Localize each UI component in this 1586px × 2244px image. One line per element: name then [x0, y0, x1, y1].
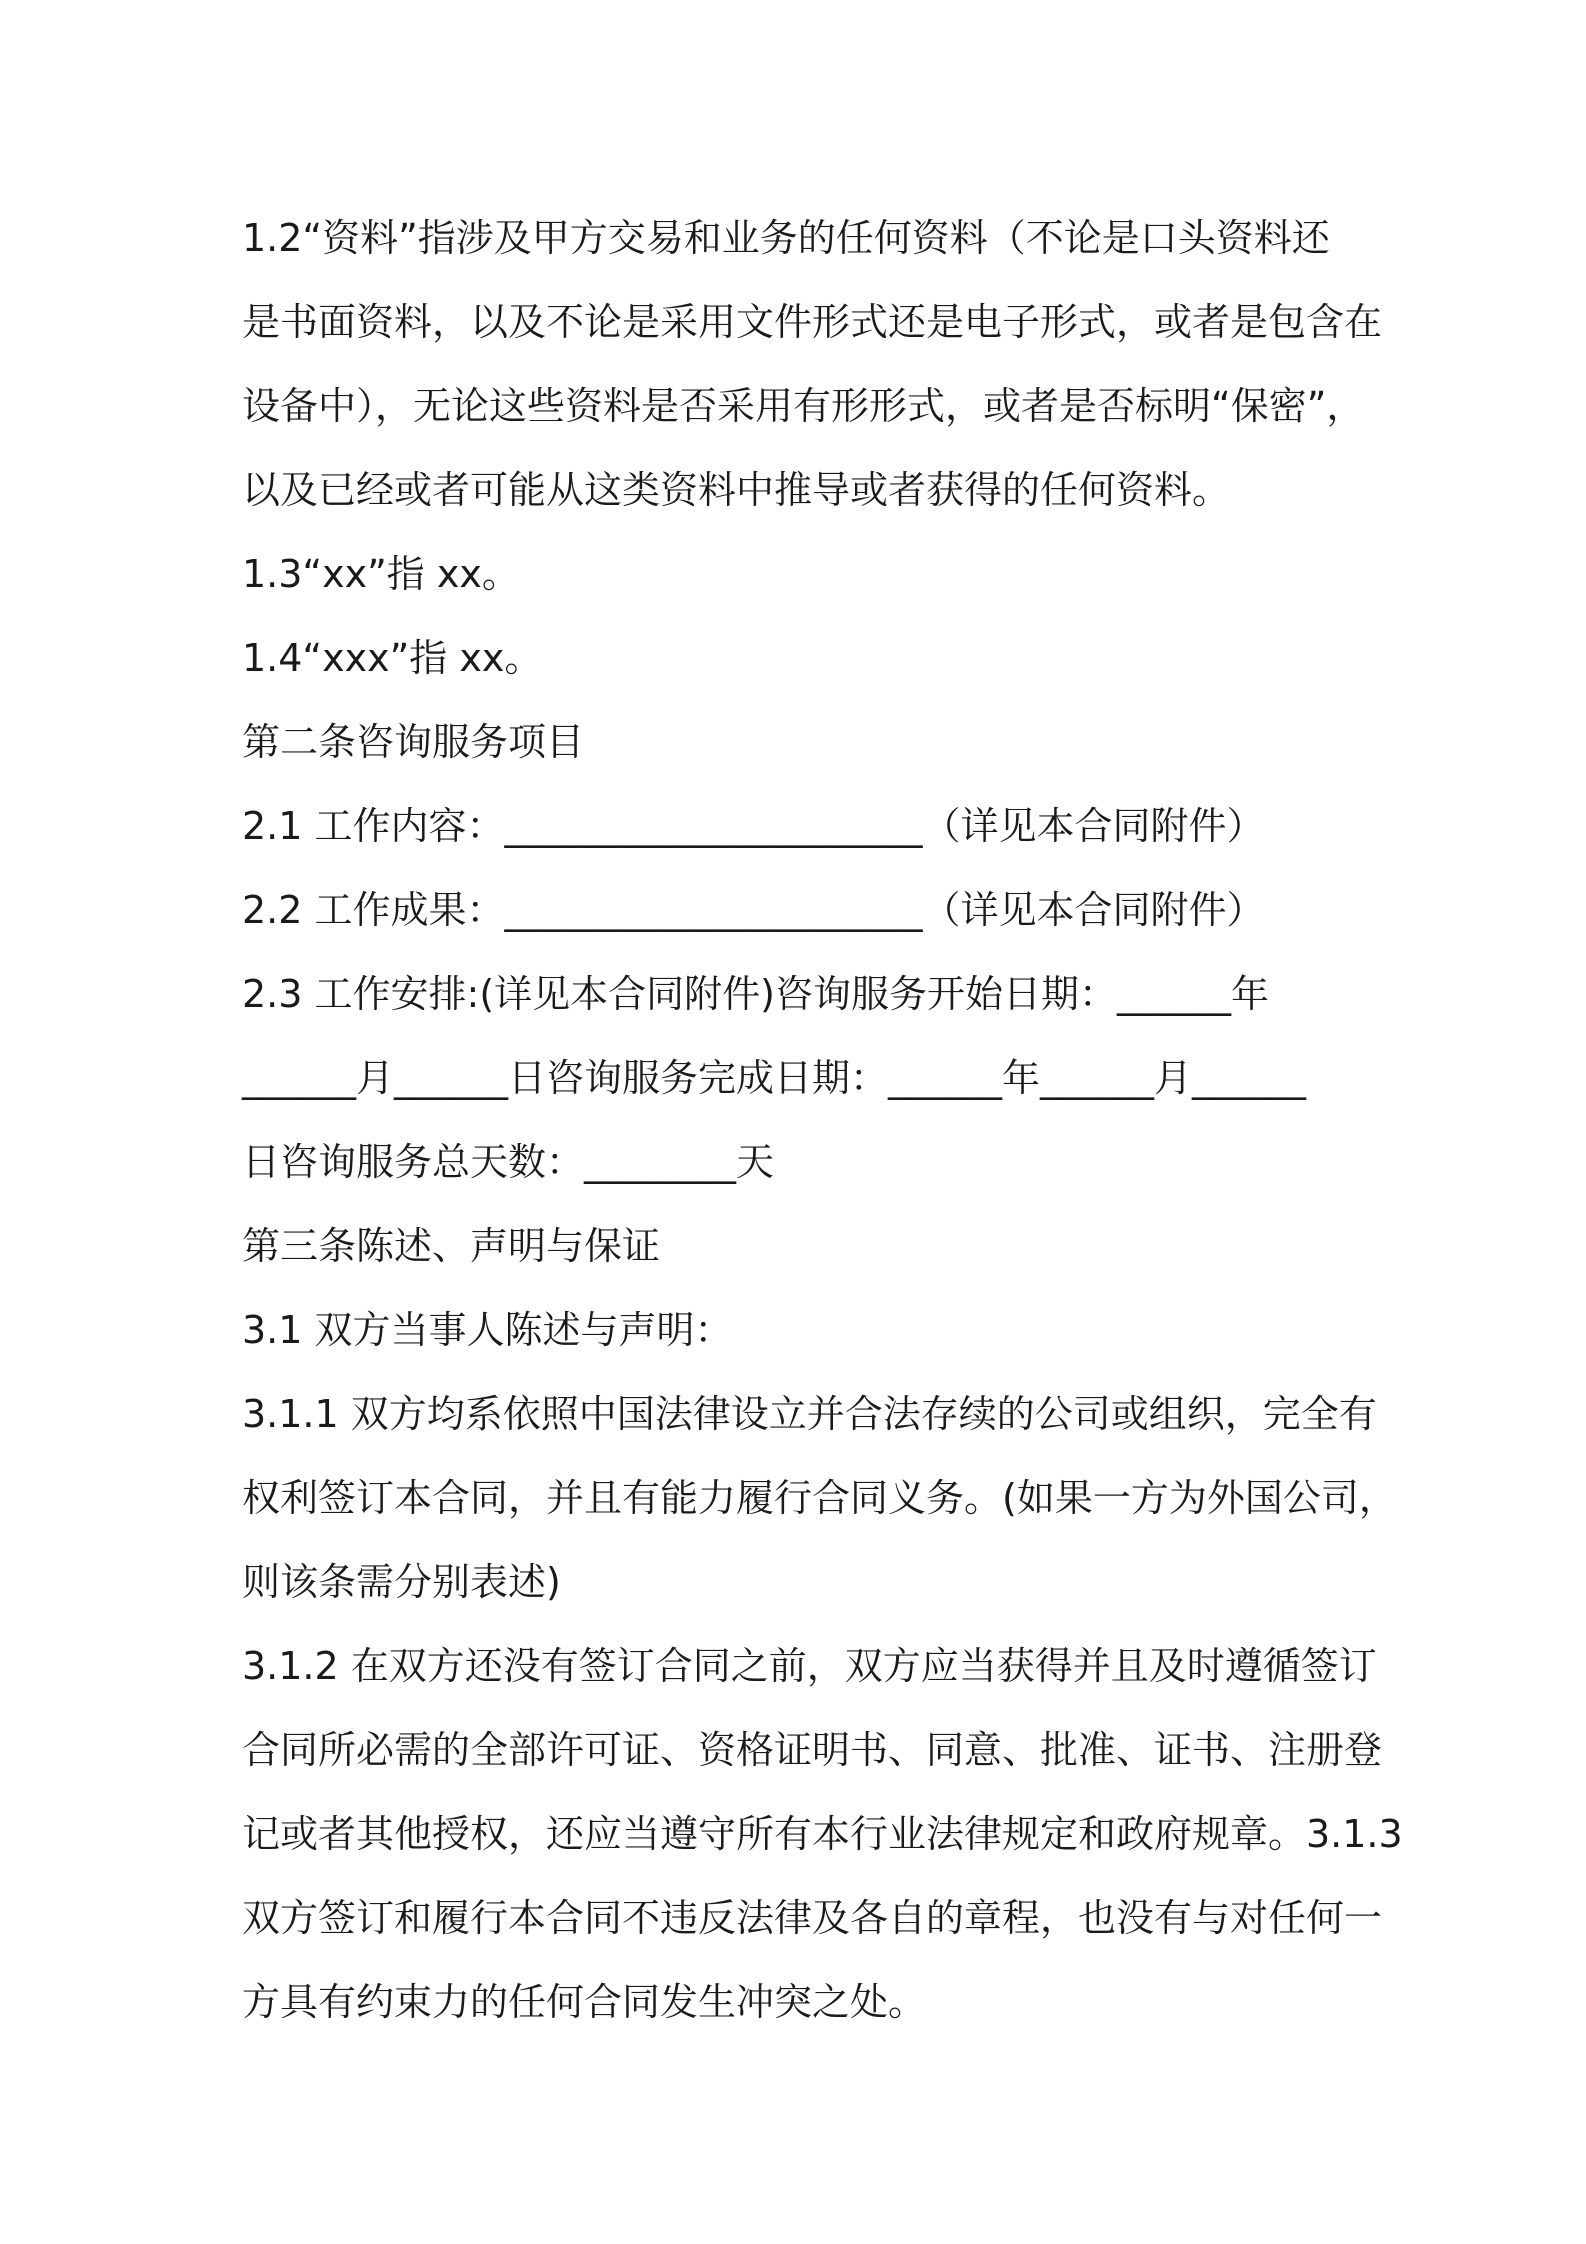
text-line: 1.3“xx”指 xx。 [242, 552, 520, 596]
text-line: 记或者其他授权，还应当遵守所有本行业法律规定和政府规章。3.1.3 [242, 1812, 1403, 1856]
text-line: 1.4“xxx”指 xx。 [242, 636, 543, 680]
text-line: 是书面资料，以及不论是采用文件形式还是电子形式，或者是包含在 [242, 300, 1383, 344]
text-line: 2.1 工作内容：______________________（详见本合同附件） [242, 804, 1265, 848]
text-line: 权利签订本合同，并且有能力履行合同义务。(如果一方为外国公司， [242, 1476, 1397, 1520]
text-line: 双方签订和履行本合同不违反法律及各自的章程，也没有与对任何一 [242, 1896, 1383, 1940]
section-heading: 第三条陈述、声明与保证 [242, 1224, 661, 1268]
text-line: 设备中），无论这些资料是否采用有形形式，或者是否标明“保密”， [242, 384, 1365, 428]
text-line: 以及已经或者可能从这类资料中推导或者获得的任何资料。 [242, 468, 1231, 512]
text-line: 日咨询服务总天数：________天 [242, 1140, 775, 1184]
text-line: 1.2“资料”指涉及甲方交易和业务的任何资料（不论是口头资料还 [242, 216, 1330, 260]
text-line: 3.1.2 在双方还没有签订合同之前，双方应当获得并且及时遵循签订 [242, 1644, 1377, 1688]
text-line: 3.1.1 双方均系依照中国法律设立并合法存续的公司或组织，完全有 [242, 1392, 1377, 1436]
text-line: 则该条需分别表述) [242, 1560, 561, 1604]
document-body [242, 196, 1403, 2044]
text-line: 2.3 工作安排:(详见本合同附件)咨询服务开始日期：______年 [242, 972, 1269, 1016]
text-line: 3.1 双方当事人陈述与声明： [242, 1308, 733, 1352]
text-line: 2.2 工作成果：______________________（详见本合同附件） [242, 888, 1265, 932]
text-line: 方具有约束力的任何合同发生冲突之处。 [242, 1980, 927, 2024]
section-heading: 第二条咨询服务项目 [242, 720, 585, 764]
text-line: ______月______日咨询服务完成日期：______年______月______ [242, 1056, 1307, 1100]
text-line: 合同所必需的全部许可证、资格证明书、同意、批准、证书、注册登 [242, 1728, 1383, 1772]
